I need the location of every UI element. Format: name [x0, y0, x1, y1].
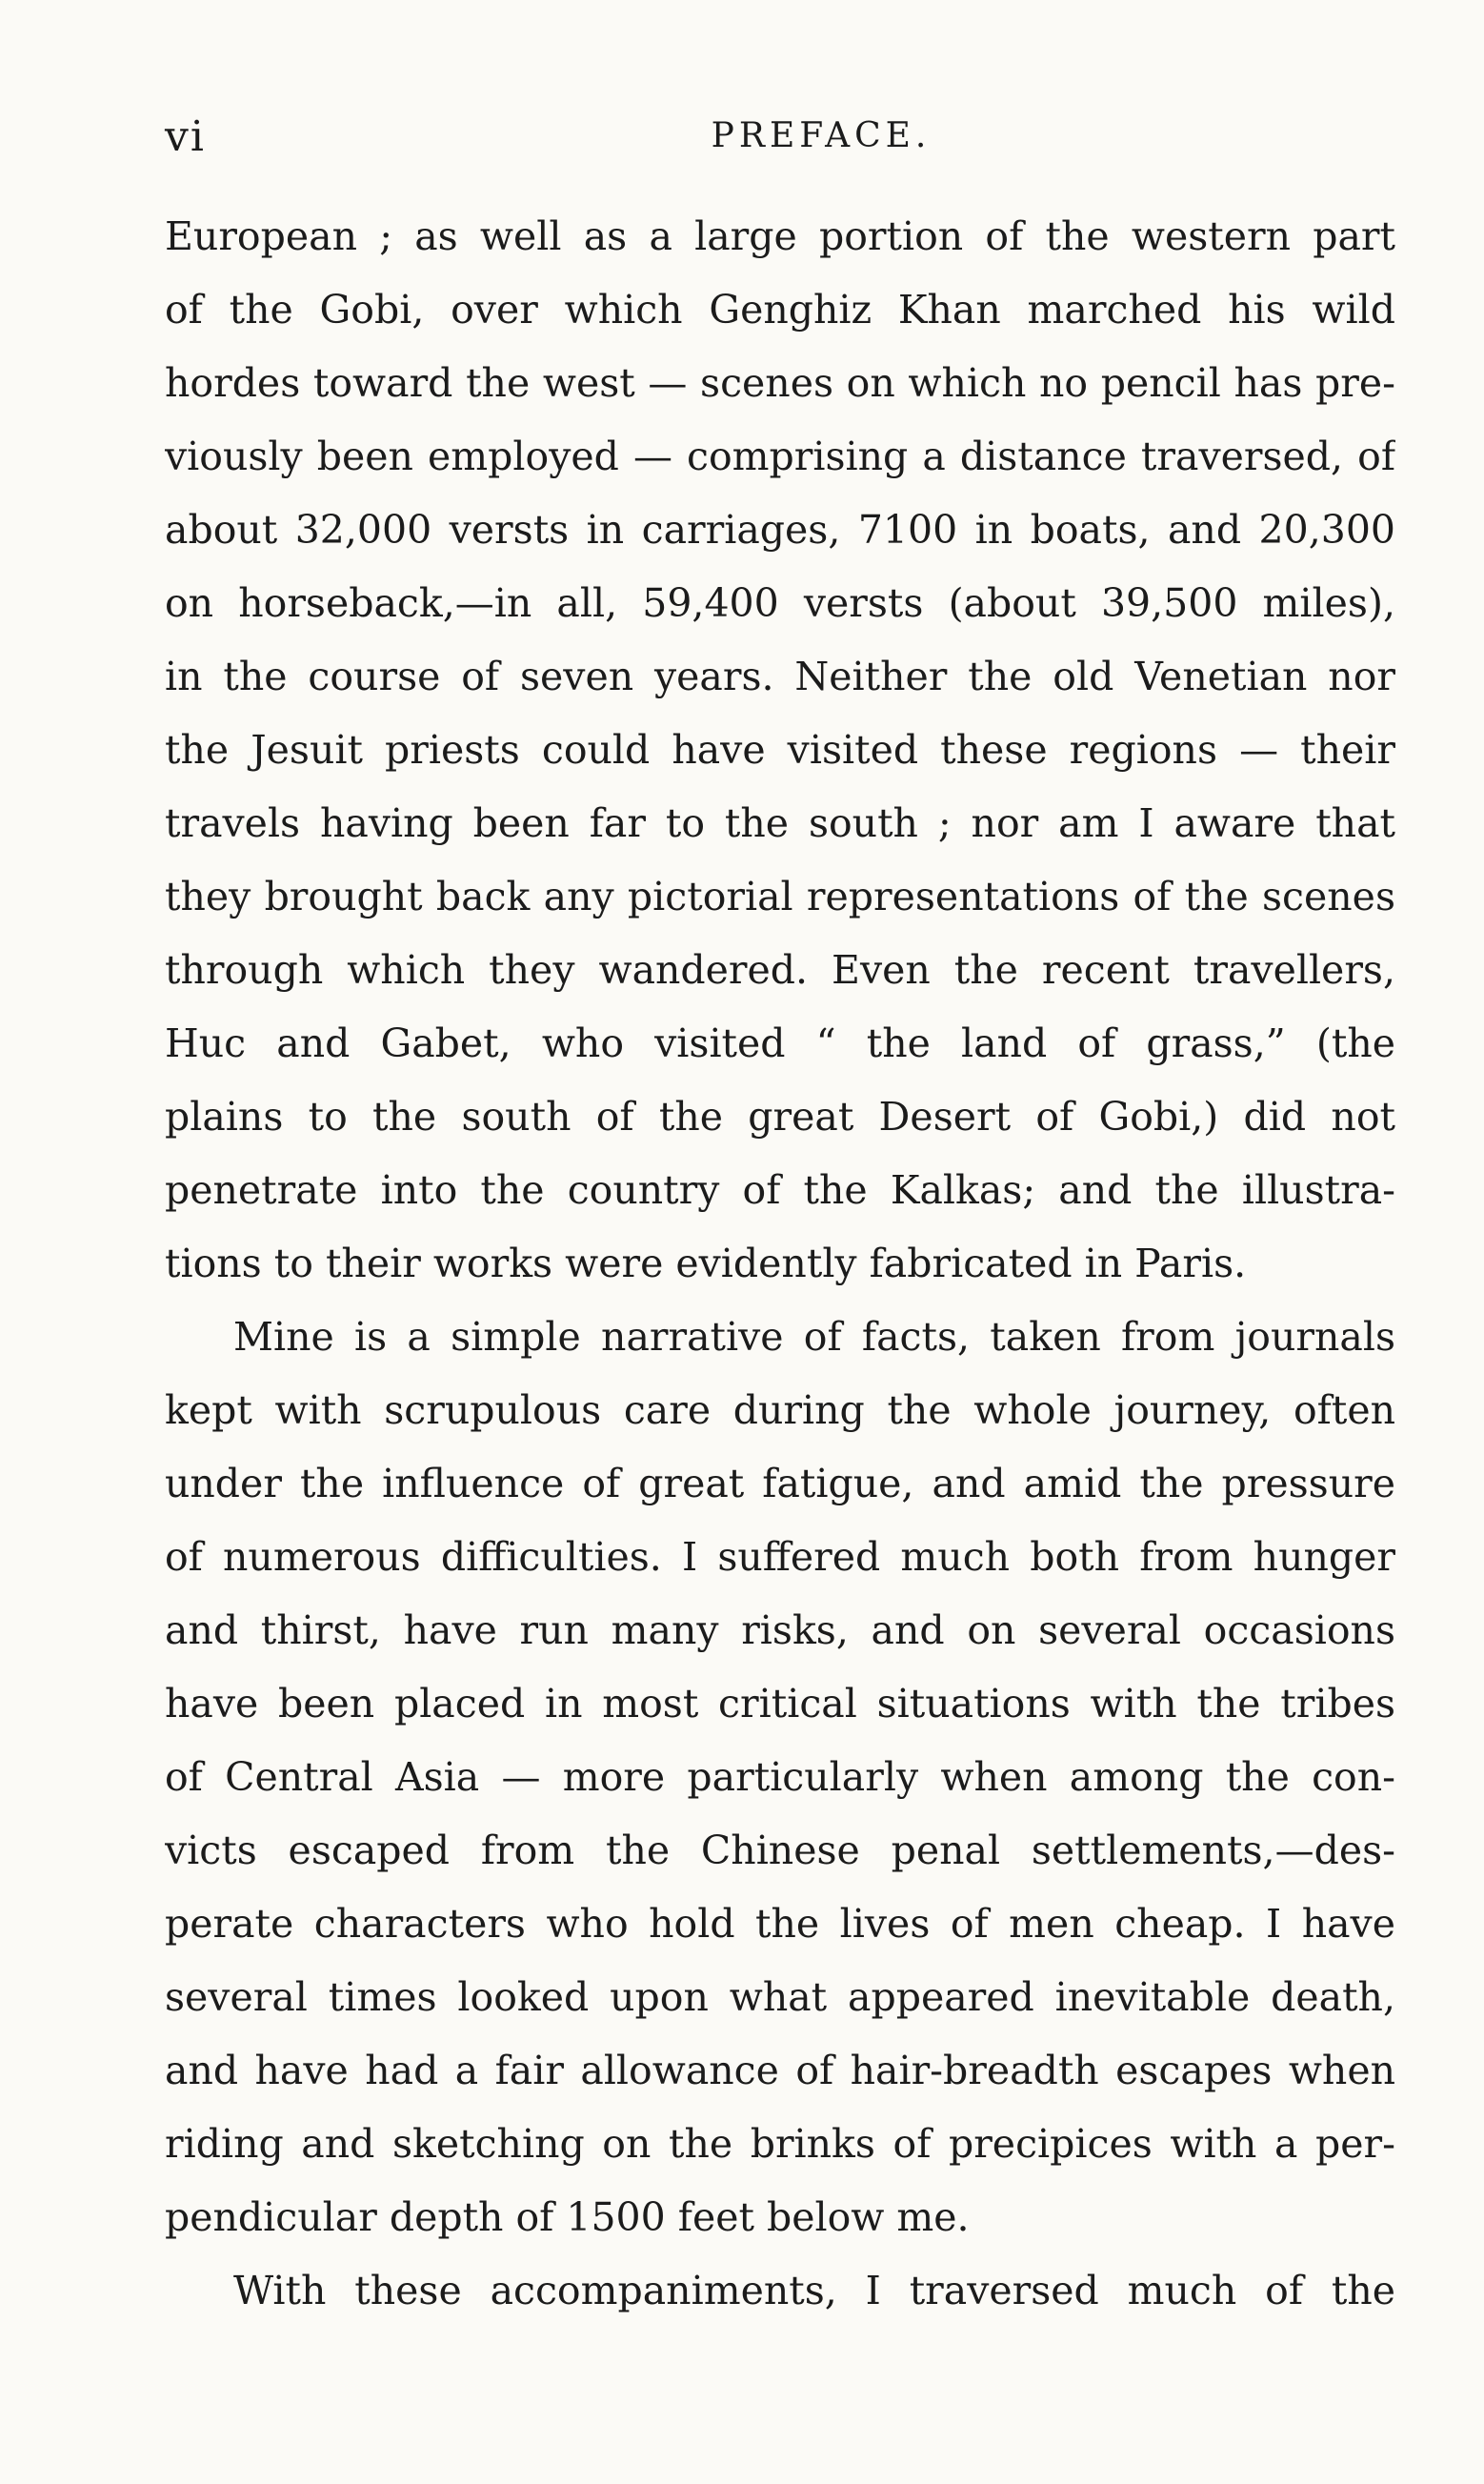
text-line: pendicular depth of 1500 feet below me. [165, 2194, 970, 2240]
text-line: travels having been far to the south ; nor am I aware that [165, 800, 1395, 846]
text-line: in the course of seven years. Neither the old Venetian nor [165, 654, 1395, 699]
paragraph [165, 2254, 1395, 2328]
paragraph [165, 200, 1395, 1301]
text-line: and thirst, have run many risks, and on several occasions [165, 1607, 1395, 1653]
text-line: on horseback,—in all, 59,400 versts (about 39,500 miles), [165, 580, 1395, 626]
text-line: victs escaped from the Chinese penal settlements,—des- [165, 1828, 1395, 1873]
text-line: of the Gobi, over which Genghiz Khan marched his wild [165, 287, 1395, 333]
text-line: viously been employed — comprising a distance traversed, of [165, 434, 1395, 479]
text-line: riding and sketching on the brinks of precipices with a per- [165, 2121, 1395, 2167]
text-line: tions to their works were evidently fabricated in Paris. [165, 1241, 1247, 1286]
text-line: Mine is a simple narrative of facts, taken from journals [233, 1314, 1395, 1360]
text-line: kept with scrupulous care during the whole journey, often [165, 1387, 1395, 1433]
text-line: European ; as well as a large portion of the western part [165, 213, 1395, 259]
text-line: Huc and Gabet, who visited “ the land of grass,” (the [165, 1020, 1395, 1066]
text-line: of numerous difficulties. I suffered much both from hunger [165, 1534, 1395, 1580]
text-line: they brought back any pictorial representations of the scenes [165, 874, 1395, 919]
text-line: the Jesuit priests could have visited these regions — their [165, 727, 1395, 773]
text-line: have been placed in most critical situations with the tribes [165, 1681, 1395, 1727]
running-head [165, 112, 1387, 162]
text-line: about 32,000 versts in carriages, 7100 in boats, and 20,300 [165, 507, 1395, 553]
text-line: penetrate into the country of the Kalkas; and the illustra- [165, 1167, 1395, 1213]
running-title: PREFACE. [711, 116, 932, 155]
text-line: several times looked upon what appeared inevitable death, [165, 1974, 1395, 2020]
text-line: of Central Asia — more particularly when among the con- [165, 1754, 1395, 1800]
text-line: With these accompaniments, I traversed much of the [233, 2268, 1395, 2313]
page-number: vi [165, 112, 206, 161]
paragraph [165, 1301, 1395, 2254]
text-line: plains to the south of the great Desert of Gobi,) did not [165, 1094, 1395, 1140]
text-line: perate characters who hold the lives of men cheap. I have [165, 1901, 1395, 1947]
body-text [165, 200, 1395, 2328]
text-line: under the influence of great fatigue, and amid the pressure [165, 1461, 1395, 1506]
text-line: through which they wandered. Even the recent travellers, [165, 947, 1395, 993]
text-line: hordes toward the west — scenes on which no pencil has pre- [165, 360, 1395, 406]
text-line: and have had a fair allowance of hair-breadth escapes when [165, 2048, 1395, 2093]
